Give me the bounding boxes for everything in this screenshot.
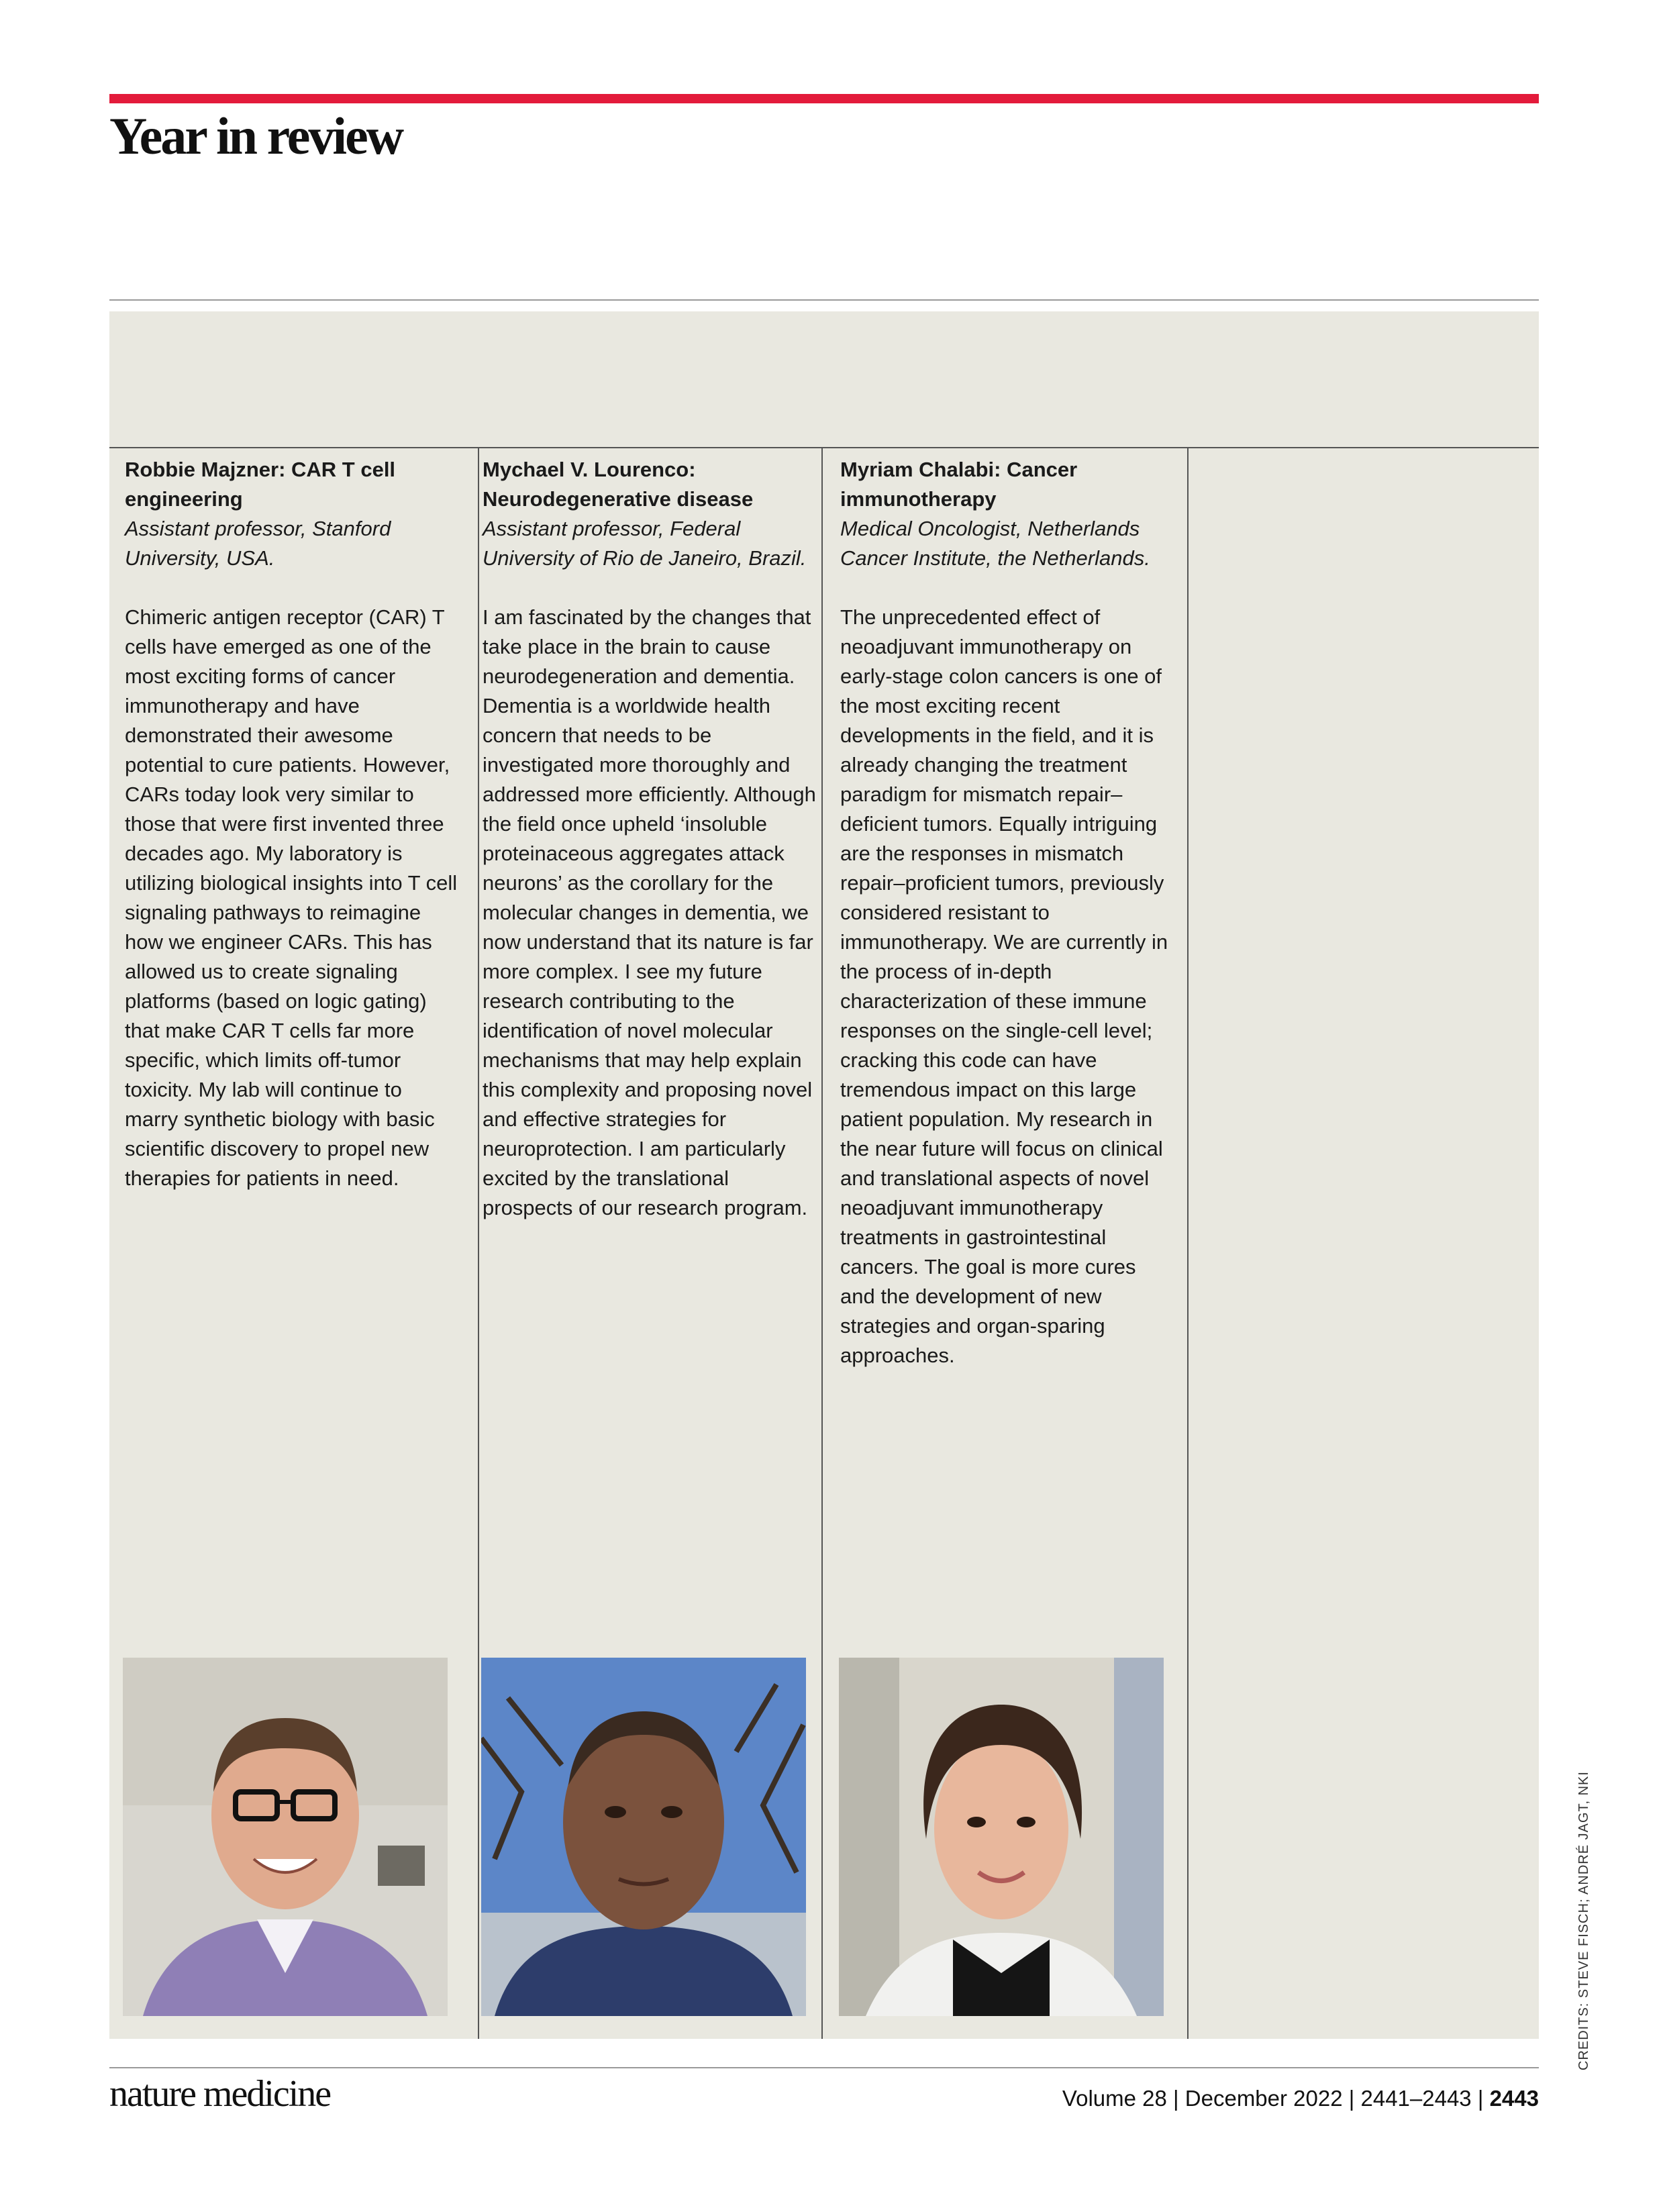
profile-affiliation: Assistant professor, Stanford University, USA. [125,517,391,570]
profile-body: The unprecedented effect of neoadjuvant immunotherapy on early-stage colon cancers is one of the most exciting recent developments in the field, and it is already changing the treatment paradigm for mismatch repair–deficient tumors. Equally intriguing are the responses in mismatch repair–proficient tumors, previously considered resistant to immunotherapy. We are currently in the process of in-depth characterization of these immune responses on the single-cell level; cracking this code can have tremendous impact on this large patient population. My research in the near future will focus on clinical and translational aspects of novel neoadjuvant immunotherapy treatments in gastrointestinal cancers. The goal is more cures and the development of new strategies and organ-sparing approaches. [840,605,1168,1367]
column-divider [821,448,823,2039]
profile-body: I am fascinated by the changes that take place in the brain to cause neurodegeneration and dementia. Dementia is a worldwide health concern that needs to be investigated more thoroughly and addressed more efficiently. Although the field once upheld ‘insoluble proteinaceous aggregates attack neurons’ as the corollary for the molecular changes in dementia, we now understand that its nature is far more complex. I see my future research contributing to the identification of novel molecular mechanisms that may help explain this complexity and proposing novel and effective strategies for neuroprotection. I am particularly excited by the translational prospects of our research program. [483,605,816,1219]
profile-column-majzner [125,455,460,1193]
portrait-photo-chalabi [839,1658,1164,2016]
header-red-rule [109,94,1539,103]
profile-body: Chimeric antigen receptor (CAR) T cells have emerged as one of the most exciting forms of cancer immunotherapy and have demonstrated their awesome potential to cure patients. However, CARs today look very similar to those that were first invented three decades ago. My laboratory is utilizing biological insights into T cell signaling pathways to reimagine how we engineer CARs. This has allowed us to create signaling platforms (based on logic gating) that make CAR T cells far more specific, which limits off-tumor toxicity. My lab will continue to marry synthetic biology with basic scientific discovery to propel new therapies for patients in need. [125,605,458,1190]
profile-heading: Mychael V. Lourenco: Neurodegenerative disease [483,458,754,511]
panel-rule [109,447,1539,448]
profile-column-lourenco [483,455,818,1223]
footer-divider [109,2067,1539,2068]
profile-affiliation: Assistant professor, Federal University of Rio de Janeiro, Brazil. [483,517,807,570]
issue-citation: Volume 28 | December 2022 | 2441–2443 | [1062,2086,1490,2111]
column-divider [1187,448,1189,2039]
portrait-photo-lourenco [481,1658,806,2016]
profile-column-chalabi [840,455,1176,1370]
page-number: 2443 [1489,2086,1539,2111]
journal-name: nature medicine [109,2073,331,2115]
profile-affiliation: Medical Oncologist, Netherlands Cancer Institute, the Netherlands. [840,517,1150,570]
profile-heading: Myriam Chalabi: Cancer immunotherapy [840,458,1078,511]
profile-heading: Robbie Majzner: CAR T cell engineering [125,458,396,511]
portrait-photo-majzner [123,1658,448,2016]
column-divider [478,448,479,2039]
photo-credits: CREDITS: STEVE FISCH; ANDRÉ JAGT, NKI [1576,1771,1591,2070]
section-title: Year in review [109,107,403,165]
header-divider [109,299,1539,301]
footer-folio [1062,2086,1539,2111]
